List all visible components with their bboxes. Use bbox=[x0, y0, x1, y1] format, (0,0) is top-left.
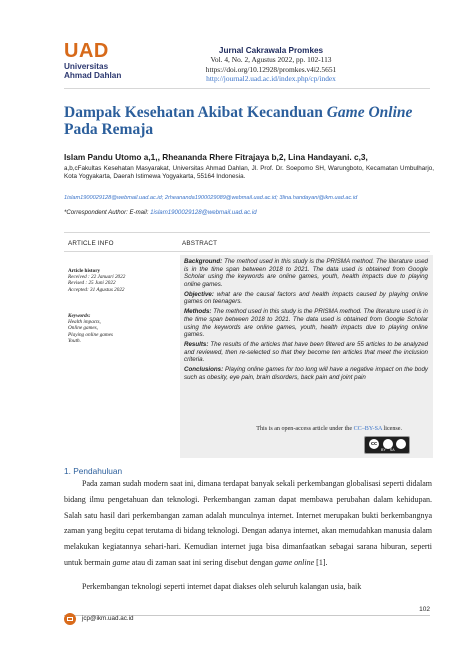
paper-title bbox=[64, 104, 434, 138]
article-info-heading: ARTICLE INFO bbox=[68, 240, 114, 247]
keyword-item: Online games, bbox=[68, 325, 98, 332]
logo-line-1: Universitas bbox=[64, 62, 109, 71]
journal-volume: Vol. 4, No. 2, Agustus 2022, pp. 102-113 bbox=[210, 55, 332, 65]
keyword-item: Health impacts, bbox=[68, 319, 101, 326]
title-main: Dampak Kesehatan Akibat Kecanduan bbox=[64, 104, 327, 121]
journal-header bbox=[160, 46, 382, 84]
history-received: Received : 22 Januari 2022 bbox=[68, 274, 126, 281]
abstract-heading: ABSTRACT bbox=[182, 240, 218, 247]
abstract-background: Background: The method used in this study is the PRISMA method. The literature used is in the time span between 2018 to 2021. The data used is obtained from Google Scholar using the keywords are online games, youth, health impacts due to playing online games. bbox=[184, 258, 428, 288]
correspondent-label: *Correspondent Author: E-mail: bbox=[64, 209, 151, 216]
journal-name: Jurnal Cakrawala Promkes bbox=[218, 46, 324, 55]
section-divider-top bbox=[64, 232, 430, 233]
section-divider-bottom bbox=[64, 251, 430, 252]
cc-by-sa-badge[interactable] bbox=[364, 436, 410, 454]
open-access-note: This is an open-access article under the CC–BY-SA license. bbox=[256, 426, 402, 432]
abstract-conclusions: Conclusions: Playing online games for too long will have a negative impact on the body such as obesity, eye pain, brain disorders, back pain and joint pain bbox=[184, 366, 428, 381]
correspondent-email[interactable]: 1islam1900029128@webmail.uad.ac.id bbox=[150, 209, 257, 216]
abstract-objective: Objective: what are the causal factors and health impacts caused by playing online games on teenagers. bbox=[184, 290, 428, 306]
intro-paragraph-1: Pada zaman sudah modern saat ini, dimana terdapat banyak sekali perkembangan globalisasi seperti didalam bidang ilmu pengetahuan dan teknologi. Perkembangan zaman dapat membawa perubahan dalam kehidupan. Salah satu hasil dari perkembangan zaman adalah munculnya internet. Internet merupakan bukti berkembangnya zaman yang begitu cepat terutama di bidang teknologi. Dengan adanya internet, akan memudahkan manusia dalam melakukan kegiatannya sehari-hari. Kemudian internet juga bisa dimanfaatkan sebagai sarana hiburan, seperti untuk bermain game atau di zaman saat ini sering disebut dengan game online [1]. bbox=[64, 479, 432, 567]
journal-doi[interactable]: https://doi.org/10.12928/promkes.v4i2.5651 bbox=[205, 64, 337, 74]
cc-icon: cc bbox=[371, 441, 377, 447]
abstract-methods: Methods: The method used in this study is the PRISMA method. The literature used is in the time span between 2018 to 2021. The data used is obtained from Google Scholar using the keywords are online games, youth, health impacts due to playing online games. bbox=[184, 308, 428, 339]
abstract-results: Results: The results of the articles that have been filtered are 55 articles to be analyzed and reviewed, then re-selected so that they become ten articles that meet the inclusion criteria. bbox=[184, 341, 428, 364]
keywords-label: Keywords: bbox=[68, 313, 91, 319]
logo-line-2: Ahmad Dahlan bbox=[64, 71, 122, 80]
journal-url[interactable]: http://journal2.uad.ac.id/index.php/cp/index bbox=[206, 74, 336, 84]
page-number: 102 bbox=[419, 606, 430, 613]
title-italic: Game Online bbox=[326, 104, 413, 121]
intro-paragraph-2: Perkembangan teknologi seperti internet dapat diakses oleh seluruh kalangan usia, baik bbox=[82, 581, 362, 591]
abstract-text bbox=[184, 258, 428, 384]
keyword-item: Playing online games bbox=[68, 331, 113, 338]
logo-text bbox=[64, 62, 121, 80]
sa-icon bbox=[396, 439, 406, 449]
uad-logo bbox=[64, 40, 154, 82]
affiliation: a,b,cFakultas Kesehatan Masyarakat, Universitas Ahmad Dahlan, Jl. Prof. Dr. Soepomo SH, Warungboto, Kecamatan Umbulharjo, Kota Yogyakarta, Daerah Istimewa Yogyakarta, 55164 Indonesia. bbox=[64, 165, 434, 181]
footer-email[interactable]: jcp@ikm.uad.ac.id bbox=[82, 615, 134, 622]
correspondent-author bbox=[64, 209, 434, 216]
history-accepted: Accepted: 31 Agustus 2022 bbox=[68, 286, 125, 293]
license-link[interactable]: CC–BY-SA bbox=[353, 426, 383, 432]
logo-brand: UAD bbox=[64, 40, 109, 62]
intro-body bbox=[64, 476, 432, 595]
article-history bbox=[68, 268, 168, 293]
cc-badge-label: BY SA bbox=[381, 448, 395, 452]
title-end: Pada Remaja bbox=[64, 121, 154, 138]
author-emails[interactable]: 1islam1900029128@webmail.uad.ac.id; 2rheananda1900029089@webmail.uad.ac.id; 3lina.handayani@ikm.uad.ac.id bbox=[64, 195, 358, 201]
keyword-item: Youth. bbox=[68, 337, 81, 344]
header-divider bbox=[64, 88, 430, 89]
keywords bbox=[68, 313, 168, 344]
history-label: Article history bbox=[68, 268, 101, 274]
history-revised: Revised : 25 Juni 2022 bbox=[68, 280, 116, 287]
author-list: Islam Pandu Utomo a,1,, Rheananda Rhere Fitrajaya b,2, Lina Handayani. c,3, bbox=[64, 152, 368, 162]
mail-icon bbox=[64, 613, 76, 625]
section-heading-pendahuluan: 1. Pendahuluan bbox=[64, 466, 123, 476]
